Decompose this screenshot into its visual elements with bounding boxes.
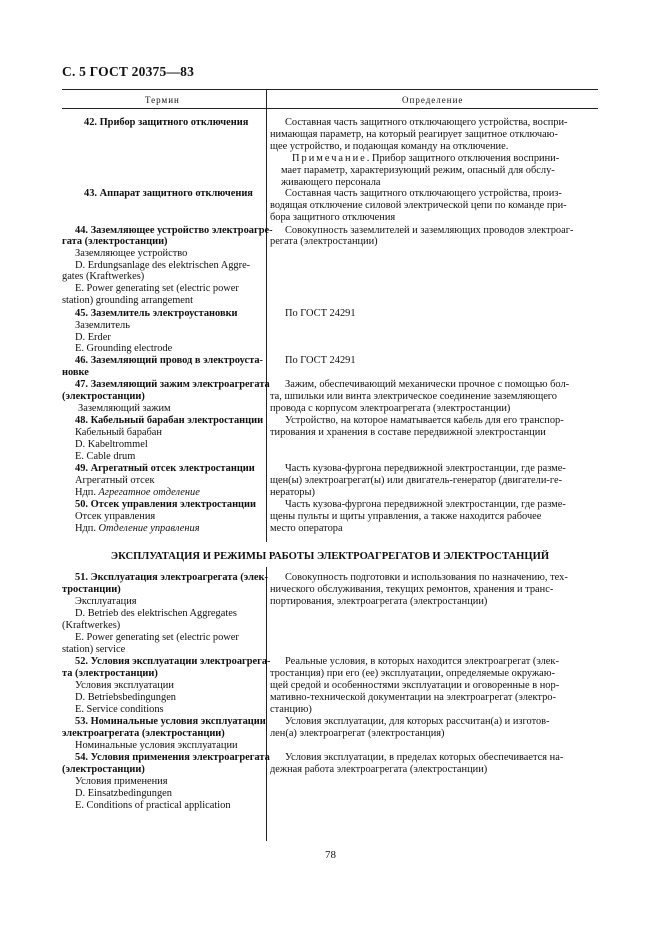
term-52-short: Условия эксплуатации [75,680,174,691]
term-45: 45. Заземлитель электроустановки [75,308,238,319]
table-header-rule [62,108,598,109]
definition-43-cont: бора защитного отключения [270,212,396,223]
definition-49-cont: щен(ы) электроагрегат(ы) или двигатель-генератор (двигатели-ге- [270,475,563,486]
section-title: ЭКСПЛУАТАЦИЯ И РЕЖИМЫ РАБОТЫ ЭЛЕКТРОАГРЕГАТОВ И ЭЛЕКТРОСТАНЦИЙ [110,551,550,562]
definition-52-cont: тростанция) при его (ее) эксплуатации, определяемые окружаю- [270,668,555,679]
term-49-short: Агрегатный отсек [75,475,155,486]
term-52-de: D. Betriebsbedingungen [75,692,176,703]
definition-42: Составная часть защитного отключающего устройства, воспри- [285,117,568,128]
deprecated-label: Ндп. [75,523,99,534]
definition-52-cont: мативно-технической документации на электроагрегат (электро- [270,692,556,703]
definition-54: Условия эксплуатации, в пределах которых обеспечивается на- [285,752,564,763]
term-46-cont: новке [62,367,89,378]
term-50-deprecated [75,524,200,535]
term-51: 51. Эксплуатация электроагрегата (элек- [75,572,268,583]
term-44: 44. Заземляющее устройство электроагре- [75,225,273,236]
term-51-de: D. Betrieb des elektrischen Aggregates [75,608,237,619]
definition-52: Реальные условия, в которых находится электроагрегат (элек- [285,656,559,667]
deprecated-term: Отделение управления [98,523,200,534]
note-text: . Прибор защитного отключения восприни- [366,153,560,164]
page-number: 78 [325,849,336,861]
term-44-cont: гата (электростанции) [62,236,168,247]
definition-47-cont: та, шпильки или винта электрическое соединение заземляющего [270,391,558,402]
term-54-en: E. Conditions of practical application [75,800,231,811]
term-42: 42. Прибор защитного отключения [84,117,249,128]
term-53: 53. Номинальные условия эксплуатации [75,716,266,727]
term-51-short: Эксплуатация [75,596,137,607]
term-52-en: E. Service conditions [75,704,164,715]
term-54-short: Условия применения [75,776,168,787]
column-header-term: Термин [145,95,180,105]
deprecated-label: Ндп. [75,487,99,498]
term-51-en: E. Power generating set (electric power [75,632,239,643]
term-49-deprecated [75,488,200,499]
definition-42-note-cont: живающего персонала [281,177,381,188]
term-51-en-cont: station) service [62,644,126,655]
term-44-de: D. Erdungsanlage des elektrischen Aggre- [75,260,251,271]
term-53-short: Номинальные условия эксплуатации [75,740,238,751]
term-44-en: E. Power generating set (electric power [75,283,239,294]
column-header-definition: Определение [402,95,464,105]
term-48-de: D. Kabeltrommel [75,439,148,450]
definition-48-cont: тирования и хранения в составе передвижной электростанции [270,427,546,438]
term-45-short: Заземлитель [75,320,130,331]
term-48: 48. Кабельный барабан электростанции [75,415,264,426]
definition-51-cont: портирования, электроагрегата (электростанции) [270,596,488,607]
term-49: 49. Агрегатный отсек электростанции [75,463,255,474]
term-50: 50. Отсек управления электростанции [75,499,257,510]
term-51-cont: тростанции) [62,584,121,595]
term-43: 43. Аппарат защитного отключения [84,188,253,199]
definition-49: Часть кузова-фургона передвижной электростанции, где разме- [285,463,566,474]
term-47: 47. Заземляющий зажим электроагрегата [75,379,270,390]
definition-46: По ГОСТ 24291 [285,355,356,366]
term-54-de: D. Einsatzbedingungen [75,788,172,799]
term-45-en: E. Grounding electrode [75,343,173,354]
definition-51-cont: нического обслуживания, текущих ремонтов, хранения и транс- [270,584,554,595]
table-top-rule [62,89,598,90]
definition-47: Зажим, обеспечивающий механически прочное с помощью бол- [285,379,570,390]
definition-42-cont: щее устройство, и подающая команду на отключение. [270,141,509,152]
definition-45: По ГОСТ 24291 [285,308,356,319]
definition-47-cont: провода с корпусом электроагрегата (электростанции) [270,403,511,414]
term-44-short: Заземляющее устройство [75,248,188,259]
term-54-cont: (электростанции) [62,764,145,775]
term-44-en-cont: station) grounding arrangement [62,295,193,306]
term-46: 46. Заземляющий провод в электроуста- [75,355,263,366]
definition-50: Часть кузова-фургона передвижной электростанции, где разме- [285,499,566,510]
definition-52-cont: станцию) [270,704,312,715]
definition-52-cont: щей средой и особенностями эксплуатации и оговоренные в нор- [270,680,560,691]
term-51-de-cont: (Kraftwerkes) [62,620,121,631]
definition-43: Составная часть защитного отключающего устройства, произ- [285,188,562,199]
definition-51: Совокупность подготовки и использования по назначению, тех- [285,572,568,583]
term-47-short: Заземляющий зажим [78,403,171,414]
column-divider-upper [266,89,267,542]
term-52-cont: та (электростанции) [62,668,158,679]
definition-50-cont: щены пульты и щиты управления, а также находится рабочее [270,511,542,522]
term-53-cont: электроагрегата (электростанции) [62,728,225,739]
note-label: Примечание [292,153,367,164]
definition-42-note [292,154,559,165]
definition-42-note-cont: мает параметр, характеризующий режим, опасный для обслу- [281,165,555,176]
page-header-title: С. 5 ГОСТ 20375—83 [62,64,195,79]
definition-49-cont: нераторы) [270,487,315,498]
term-52: 52. Условия эксплуатации электроагрега- [75,656,271,667]
definition-43-cont: водящая отключение силовой электрической цепи по команде при- [270,200,567,211]
term-47-cont: (электростанции) [62,391,145,402]
definition-54-cont: дежная работа электроагрегата (электростанции) [270,764,488,775]
definition-50-cont: место оператора [270,523,343,534]
definition-53-cont: лен(а) электроагрегат (электростанция) [270,728,445,739]
term-54: 54. Условия применения электроагрегата [75,752,270,763]
deprecated-term: Агрегатное отделение [98,487,200,498]
definition-44-cont: регата (электростанции) [270,236,378,247]
term-48-en: E. Cable drum [75,451,136,462]
definition-48: Устройство, на которое наматывается кабель для его транспор- [285,415,564,426]
term-45-de: D. Erder [75,332,111,343]
definition-44: Совокупность заземлителей и заземляющих проводов электроаг- [285,225,574,236]
term-48-short: Кабельный барабан [75,427,162,438]
term-44-de-cont: gates (Kraftwerkes) [62,271,145,282]
term-50-short: Отсек управления [75,511,156,522]
definition-53: Условия эксплуатации, для которых рассчитан(а) и изготов- [285,716,550,727]
definition-42-cont: нимающая параметр, на который реагирует защитное отключаю- [270,129,558,140]
column-divider-lower [266,567,267,841]
